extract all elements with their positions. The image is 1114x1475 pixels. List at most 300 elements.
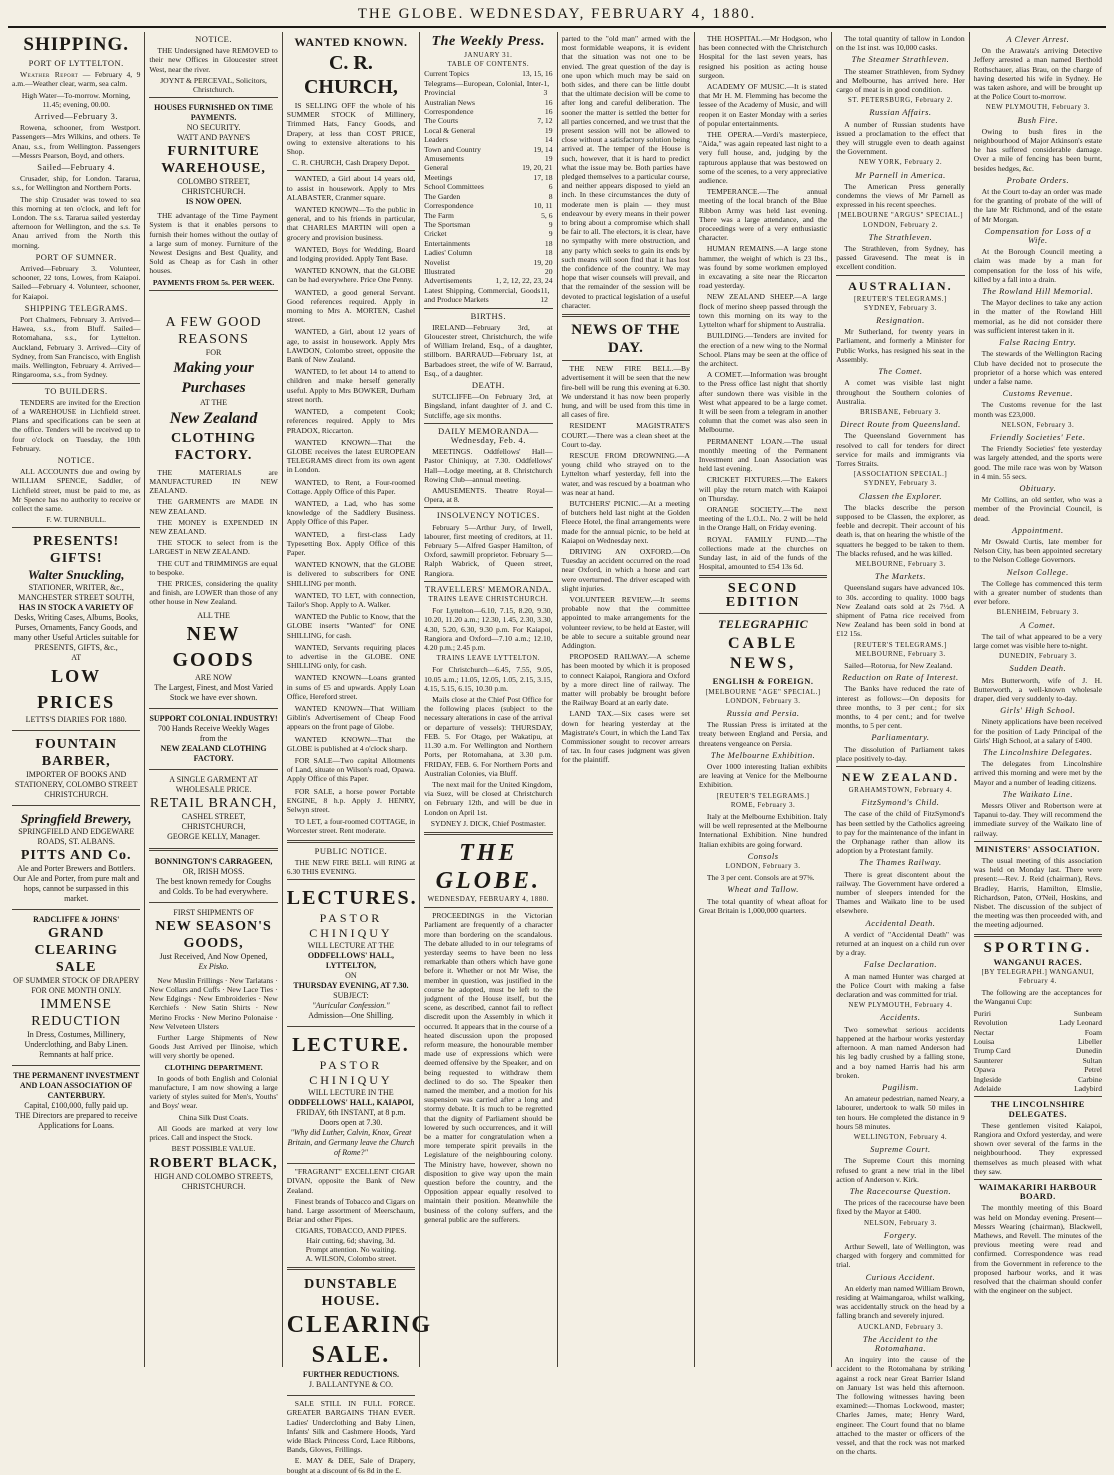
entry-left: Adelaide (973, 1083, 1002, 1093)
contents-row (424, 135, 552, 144)
reason-money: THE MONEY is EXPENDED IN NEW ZEALAND. (149, 517, 278, 537)
divider (287, 170, 415, 171)
entry-right: Libeller (1077, 1036, 1102, 1046)
nelson-college-text: The College has commenced this term with a greater number of students than ever before. (973, 578, 1102, 607)
contents-pages: 16 (544, 97, 553, 107)
contents-title: TABLE OF CONTENTS. (447, 60, 530, 69)
dunstable-ad (286, 1274, 433, 1392)
column-6 (695, 32, 832, 1367)
divider (12, 527, 140, 528)
resignation: Resignation. (876, 315, 925, 326)
probate: Probate Orders. (1006, 174, 1070, 185)
now-open: IS NOW OPEN. (185, 197, 242, 207)
best-value: BEST POSSIBLE VALUE. (171, 1144, 256, 1154)
immense-text: In Dress, Costumes, Millinery, Underclothing, and Baby Linen. Remnants at half price. (24, 1030, 128, 1060)
entry-right: Dunedin (1075, 1046, 1102, 1056)
wilson: A. WILSON, Colombo street. (305, 1254, 397, 1264)
entry-row (974, 1009, 1102, 1018)
contents-label: Australian News (424, 97, 475, 107)
acceptances: The following are the acceptances for the Wanganui Cup: (973, 988, 1102, 1007)
contents-label: The Farm (424, 210, 454, 220)
contents-label: Telegrams—European, Colonial, Inter-Provincial (424, 78, 544, 98)
contents-label: Ladies' Column (424, 248, 473, 258)
column-2 (145, 32, 282, 1367)
contents-row (424, 267, 552, 276)
divider (424, 832, 552, 835)
weather-label: Weather Report (20, 70, 79, 80)
dunedin: DUNEDIN, February 3. (998, 652, 1077, 661)
leader-cont: parted to the "old man" armed with the most formidable weapons, it is evident that the situation was not one to be envied. The great question of the day is one upon which much may be said on both sides, and there can be little doubt that the ultimate decision will be come to after long and careful deliberation. The sooner the matter is settled the better for all parties concerned, and we trust that the present session will not be allowed to close without a satisfactory solution being arrived at. The temper of the House is such, however, that it is hard to predict what the issue may be. Both parties have pledged themselves to a particular course, and neither appears disposed to yield an inch. In these circumstances the duty of moderate men is plain — they must endeavour by every means in their power to bring about a compromise which shall be fair to all. The electors, it is clear, have no sympathy with mere obstruction, and any party which seeks to gain its ends by such means will soon find that it has lost the confidence of the country. We may hope that wiser counsels will prevail, and that the remainder of the session will be devoted to practical legislation of a useful character. (561, 34, 690, 310)
snuckling-name: Walter Snuckling, (27, 567, 125, 583)
pitts-text: Ale and Porter Brewers and Bottlers. Our Ale and Porter, from pure malt and hops, cannot be surpassed in this market. (13, 864, 140, 904)
entry-row (974, 1046, 1102, 1055)
russia-persia: Russia and Persia. (726, 707, 800, 718)
accidental: Accidental Death. (865, 917, 936, 928)
italy-text: Italy at the Melbourne Exhibition. Italy will be well represented at the Melbourne International Exhibition. Nine hundred Italian exhibits are going forward. (698, 812, 828, 849)
hands: 700 Hands Receive Weekly Wages from the (157, 723, 270, 743)
factory: NEW ZEALAND CLOTHING FACTORY. (160, 743, 267, 763)
russia-text: The Russian Press is irritated at the treaty between England and Persia, and threatens vengeance on Persia. (698, 720, 828, 748)
furnishing-text: THE advantage of the Time Payment System is that it enables persons to furnish their homes without the outlay of a large sum of money. Furniture of the Newest Designs and Best Quality, and Sold as Cheap as for Cash in other houses. (149, 211, 278, 276)
reuters3: [REUTER'S TELEGRAMS.] (853, 640, 947, 649)
contents-label: Novelist (424, 257, 450, 267)
divider (12, 909, 140, 910)
wanted-item: FOR SALE, a horse power Portable ENGINE, 8 h.p. Apply J. HENRY, Selwyn street. (286, 786, 416, 815)
column-4 (420, 32, 557, 1367)
assoc: [ASSOCIATION SPECIAL.] (853, 470, 948, 479)
doors-open: Doors open at 7.30. (319, 1118, 383, 1128)
news-item: ORANGE SOCIETY.—The next meeting of the L.O.L. No. 2 will be held in the Orange Hall, on Friday evening. (698, 504, 828, 533)
travellers-heading: TRAVELLERS' MEMORANDA. (424, 583, 552, 594)
permanent-ad (12, 1069, 140, 1133)
melbourne-feb3b: MELBOURNE, February 3. (855, 649, 946, 658)
arrived-text: Rowena, schooner, from Westport. Passengers—Mrs Wilkins, and others. Te Anau, s.s., from Wellington. Passengers—Messrs Pearson, Boyd, and others. (12, 123, 141, 160)
new-goods-ad (149, 609, 277, 705)
divider (287, 1267, 415, 1270)
column-3 (283, 32, 433, 1475)
age-special: [MELBOURNE "AGE" SPECIAL.] (705, 687, 821, 696)
clothing-text: In goods of both English and Colonial manufacture, I am now showing a large variety of styles suited for Men's, Youths' and Boys' wear. (149, 1073, 278, 1111)
contents-row (424, 276, 552, 285)
telegrams-text: Port Chalmers, February 3. Arrived—Hawea, s.s., from Bluff. Sailed—Rotomahana, s.s., for Lyttelton. Auckland, February 3. Arrived—City of Sydney, from San Francisco, with English mails. Wellington, February 4. Arrived—Ringarooma, s.s., from Sydney. (12, 315, 141, 380)
mails-sign: SYDNEY J. DICK, Chief Postmaster. (430, 818, 546, 828)
mails-text: Mails close at the Chief Post Office for the following places (subject to the necessary alterations in case of the arrival or departure of vessels): THURSDAY, FEB. 5. For Otago, per Wakatipu, at 11.30 a.m. For Wellington and Northern Ports, per Rotomahana, at 3.30 p.m. FRIDAY, FEB. 6. For Northern Ports and Australian Colonies, via Bluff. (424, 695, 553, 778)
contents-row (424, 201, 552, 210)
lecture-heading: LECTURE. (292, 1034, 410, 1057)
subject-2: "Why did Luther, Calvin, Knox, Great Britain, and Germany leave the Church of Rome?" (287, 1128, 415, 1158)
reduction: Reduction on Rate of Interest. (842, 672, 959, 683)
contents-label: Local & General (424, 125, 476, 135)
divider (149, 902, 277, 903)
news-item: VOLUNTEER REVIEW.—It seems probable now that the committee appointed to make arrangements for the volunteer review, to be held at Easter, will be able to secure a suitable ground near Addington. (561, 594, 690, 650)
markets-text: Queensland sugars have advanced 10s. to 30s. according to quality. 1000 bags New Zealand oats sold at 2s 7½d. A shipment of Patna rice received from New Zealand has been sold in bond at £12 15s. (836, 583, 965, 639)
manchester: MANCHESTER STREET SOUTH, (18, 593, 135, 603)
divider (12, 1065, 140, 1066)
divider (149, 97, 277, 98)
wanted-item: WANTED the Public to Know, that the GLOBE inserts "Wanted" for ONE SHILLING, for cash. (286, 612, 416, 640)
rowland: The Rowland Hill Memorial. (982, 286, 1094, 297)
pastor-name-2: PASTOR CHINIQUY (309, 1058, 393, 1088)
ex-pisko: Ex Pisko. (198, 961, 229, 971)
racecourse: The Racecourse Question. (849, 1185, 952, 1196)
springfield-name: Springfield Brewery, (20, 811, 132, 827)
news-item: THE NEW FIRE BELL.—By advertisement it will be seen that the new fire-bell will be rung this evening at 6.30. We understand it has now been properly hung, and will be used from this time in all cases of fire. (561, 364, 690, 420)
insolvency-text: February 5—Arthur Jury, of Irwell, labourer, first meeting of creditors, at 11. February 5—Alfred Gasper Hamilton, of Oxford, sawmill proprietor. February 5—Ralph Wabrick, of Queen street, Rangiora. (424, 522, 553, 578)
column-8 (970, 32, 1106, 1367)
classen-text: The blacks describe the person supposed to be Classen, the explorer, as feeble and decrepit. Their account of his death is, that on hearing the whistle of the squatters he begged to be taken to them. The blacks refused, and he was killed. (836, 502, 965, 558)
orders: Further Large Shipments of New Goods Just Arrived per Ilinoise, which will very shortly be opened. (149, 1032, 278, 1061)
divider (287, 840, 415, 843)
entry-row (974, 1037, 1102, 1046)
entry-left: Saunterer (973, 1055, 1003, 1065)
contents-pages: 18 (544, 248, 553, 258)
ministers: MINISTERS' ASSOCIATION. (975, 843, 1100, 854)
divider (836, 766, 964, 767)
entry-left: Revolution (973, 1018, 1008, 1028)
weather-text: February 4, 9 a.m.—Weather clear, warm, sea calm. (12, 70, 141, 89)
news-item: ROYAL FAMILY FUND.—The collections made at the churches on Sunday last, in aid of the funds of the Hospital, amounted to £54 13s 6d. (698, 534, 828, 572)
all-the: ALL THE (197, 610, 230, 620)
entry-row (974, 1056, 1102, 1065)
furnishing-ad (149, 101, 277, 209)
contents-label: The Courts (424, 116, 459, 126)
lincolnshire-text: The delegates from Lincolnshire arrived this morning and were met by the Mayor and a number of leading citizens. (973, 759, 1102, 787)
contents-row (424, 211, 552, 220)
nz: NEW ZEALAND. (841, 770, 959, 785)
capital: Capital, £100,000, fully paid up. (24, 1101, 129, 1111)
leader-text: PROCEEDINGS in the Victorian Parliament are frequently of a character more than bordering on the scandalous. The debate alluded to in our telegrams of yesterday seems to have been no less remarkable than others which have gone before it. Whether or not Mr Wise, the member in question, was justified in the course he adopted, must be left to the judgment of the House itself, but the scene, as described, cannot fail to reflect discredit upon the Assembly in which it occurred. It appears that in the course of a heated discussion upon the proposed reform measure, the honourable member made use of expressions which were deemed offensive by the Speaker, and on being requested to withdraw them declined to do so. The Speaker then named the member, and a motion for his suspension was carried after a long and stormy debate. It is much to be regretted that the dignity of Parliament should be lowered by such occurrences, and it will be a matter for congratulation when a more temperate spirit prevails in the Legislature of the neighbouring colony. The Ministry have, however, shown no disposition to give way upon the main question before the country, and the Opposition appear equally resolved to maintain their position. Meanwhile the business of the colony suffers, and the general public are the sufferers. (424, 911, 553, 1224)
friendly-text: The Friendly Societies' fete yesterday was largely attended, and the sports were good. The mile race was won by Watson in 4 min. 55 secs. (973, 444, 1102, 481)
sydney-feb3: SYDNEY, February 3. (864, 303, 937, 312)
news-item: PERMANENT LOAN.—The usual monthly meeting of the Permanent Investment and Loan Association was held last evening. (698, 436, 828, 474)
steamer-text: The steamer Strathleven, from Sydney and Melbourne, has arrived here. Her cargo of meat is in good condition. (836, 66, 965, 95)
clothing-factory-ad (149, 294, 277, 466)
subject-label: SUBJECT: (333, 991, 369, 1001)
fountain-ad (12, 734, 140, 802)
news-list-2 (699, 34, 827, 571)
news-heading: NEWS OF THE DAY. (571, 322, 681, 357)
wanted-item: WANTED, a Girl, about 12 years of age, to assist in housework. Apply Mrs LAWDON, Colombo street, opposite the Bank of New Zealand. (286, 327, 416, 365)
will-lecture-2: WILL LECTURE IN THE (308, 1088, 394, 1098)
contents-label: Meetings (424, 172, 453, 182)
girls-high-text: Ninety applications have been received for the position of Lady Principal of the Girls' High School, at a salary of £400. (973, 717, 1102, 745)
wheat-text: The total quantity of wheat afloat for Great Britain is 1,000,000 quarters. (698, 896, 828, 915)
compensation-text: At the Borough Council meeting a claim was made by a man for compensation for the loss of his wife, killed by a fall into a drain. (973, 247, 1102, 284)
admission: Admission—One Shilling. (308, 1011, 394, 1021)
parliamentary: Parliamentary. (871, 732, 930, 743)
dust-coats: China Silk Dust Coats. (178, 1112, 249, 1122)
wanted-item: WANTED, a Lad, who has some knowledge of the Saddlery Business. Apply Office of this Paper. (286, 498, 416, 527)
lincoln-title: THE LINCOLNSHIRE DELEGATES. (990, 1099, 1085, 1119)
contents-row (424, 126, 552, 135)
entry-left: Opawa (973, 1065, 996, 1075)
rotomahana: The Accident to the Rotomahana. (862, 1333, 939, 1353)
probate-text: At the Court to-day an order was made for the granting of probate of the will of the late Mr Richmond, and of the estate of Mr Morgan. (973, 187, 1102, 224)
retail-ad (149, 773, 277, 844)
sale-text: SALE STILL IN FULL FORCE. GREATER BARGAINS THAN EVER. Ladies' Underclothing and Baby Linen, Infants' Silk and Cashmere Hoods, Yard wide Black Princess Cord, Lace Ribbons, Bands, Gloves, Frillings. (286, 1399, 416, 1455)
wanganui: WANGANUI RACES. (993, 956, 1083, 967)
markets: The Markets. (875, 571, 926, 582)
lincolnshire: The Lincolnshire Delegates. (983, 747, 1093, 758)
trains2-text: For Christchurch—6.45, 7.55, 9.05, 10.05 a.m.; 11.05, 12.05, 1.05, 2.15, 3.15, 4.15, 5.15, 6.15, 10.30 p.m. (424, 665, 553, 693)
appointment: Appointment. (1012, 524, 1064, 535)
contents-label: Correspondence (424, 107, 474, 117)
manager: GEORGE KELLY, Manager. (167, 831, 260, 841)
waikato-text: Messrs Oliver and Robertson were at Tapanui to-day. They will recommend the immediate survey of the Waikato line of railway. (973, 801, 1102, 838)
wanted-item: WANTED KNOWN—That William Giblin's Advertisement of Cheap Food appears on the front page of Globe. (286, 703, 416, 732)
false-text: A man named Hunter was charged at the Police Court with making a false declaration and was committed for trial. (836, 971, 965, 1000)
contents-pages: 1, 3 (543, 78, 550, 98)
fragrant-ad: "FRAGRANT" EXCELLENT CIGAR DIVAN, opposite the Bank of New Zealand. (286, 1167, 416, 1195)
presents-heading: PRESENTS! GIFTS! (33, 534, 120, 567)
contents-pages: 19, 14 (533, 144, 553, 154)
rome-feb3: ROME, February 3. (730, 800, 796, 809)
contents-row (424, 154, 552, 163)
entry-row (974, 1065, 1102, 1074)
wanted-item: WANTED, a Girl about 14 years old, to assist in housework. Apply to Mrs ALABASTER, Cranmer square. (286, 174, 416, 202)
has-stock: HAS IN STOCK A VARIETY OF (18, 603, 134, 613)
payments: PAYMENTS FROM 5s. PER WEEK. (152, 277, 275, 287)
contents-row (424, 98, 552, 107)
contents-pages: 1, 2, 12, 22, 23, 24 (495, 276, 553, 286)
presents-ad (12, 531, 140, 727)
reason-prices: THE PRICES, considering the quality and finish, are LOWER than those of any other house in New Zealand. (149, 579, 278, 607)
exhibition: The Melbourne Exhibition. (710, 749, 816, 760)
contents-pages: 9 (548, 229, 553, 239)
prompt: Prompt attention. No waiting. (305, 1244, 397, 1254)
newyork: NEW YORK, February 2. (858, 158, 943, 167)
contents-label: Correspondence (424, 201, 474, 211)
fountain-name: FOUNTAIN BARBER, (35, 737, 117, 770)
clever-text: On the Arawata's arriving Detective Jeffery arrested a man named Berthold Rothschauer, alias Brau, on the charge of having deserted his wife in Sydney. He was taken ashore, and will be brought up at the Police Court to-morrow. (973, 46, 1102, 102)
contents-row (424, 220, 552, 229)
will-lecture: WILL LECTURE AT THE (307, 941, 395, 951)
ministers-text: The usual meeting of this association was held on Monday last. There were present:—Rev. J. Reid (chairman), Revs. Bradley, Harris, Hamilton, Elmslie, Richardson, Paton, O'Neil, Hoskins, and Nisbet. The discussion of the subject of the meeting was then proceeded with, and the meeting adjourned. (973, 856, 1102, 930)
accidents: Accidents. (880, 1012, 921, 1023)
divider (287, 1395, 415, 1396)
contents-label: Leaders (424, 135, 449, 145)
single-garment: A SINGLE GARMENT AT WHOLESALE PRICE. (169, 774, 258, 794)
false-racing-text: The stewards of the Wellington Racing Club have decided not to prosecute the proprietor of a horse which was entered under a false name. (973, 349, 1102, 386)
summer-stock: OF SUMMER STOCK OF DRAPERY FOR ONE MONTH ONLY. (13, 976, 140, 996)
globe-date: WEDNESDAY, FEBRUARY 4, 1880. (427, 894, 550, 903)
parliamentary-text: The dissolution of Parliament takes place positively to-day. (836, 744, 965, 763)
church-text: IS SELLING OFF the whole of his SUMMER STOCK of Millinery, Trimmed Hats, Fancy Goods, and Drapery, at less than COST PRICE, owing to extensive alterations to his Shop. (286, 101, 416, 157)
divider (12, 730, 140, 731)
accidental-text: A verdict of "Accidental Death" was returned at an inquest on a child run over by a dray. (836, 929, 965, 958)
contents-pages: 10, 11 (533, 201, 553, 211)
rotomahana-text: An inquiry into the cause of the accident to the Rotomahana by striking against a rock near Great Barrier Island on January 1st was held this afternoon. The following witnesses having been examined:—Thomas Lockwood, master; Charles James, mate; Henry Ward, engineer. The Court found that no blame attached to the master or officers of the vessel, and that the rock was not marked on the charts. (836, 1355, 965, 1457)
clothing-factory: CLOTHING FACTORY. (171, 430, 257, 463)
column-7 (832, 32, 969, 1457)
pastor-name: PASTOR CHINIQUY (309, 911, 393, 941)
wanted-list (287, 174, 415, 835)
ballantyne: J. BALLANTYNE & CO. (308, 1380, 394, 1390)
clothing-dept: CLOTHING DEPARTMENT. (164, 1062, 263, 1072)
graham: GRAHAMSTOWN, February 4. (848, 786, 953, 795)
column-1 (8, 32, 145, 1367)
wanted-item: WANTED KNOWN—That the GLOBE is published at 4 o'clock sharp. (286, 734, 416, 753)
divider (974, 1179, 1102, 1180)
notice-sign: F. W. TURNBULL. (46, 515, 107, 525)
cable-news: CABLE NEWS, (728, 635, 799, 673)
contents-row (424, 116, 552, 125)
radcliffe-ad (12, 913, 140, 1062)
shipping-heading: SHIPPING. (23, 34, 129, 55)
divider (149, 290, 277, 291)
contents-label: Illustrated (424, 266, 455, 276)
direct-route: Direct Route from Queensland. (840, 419, 961, 430)
supreme-text: The Supreme Court this morning refused to grant a new trial in the libel action of Anderson v. Kirk. (836, 1156, 965, 1184)
wanted-item: WANTED KNOWN—That the GLOBE receives the latest EUROPEAN TELEGRAMS direct from its own agent in London. (286, 437, 416, 475)
mails2-text: The next mail for the United Kingdom, via Suez, will be closed at Christchurch on February 12th, and will be due in London on April 1st. (424, 779, 553, 817)
news-item: RESCUE FROM DROWNING.—A young child who strayed on to the Lyttelton wharf yesterday, fell into the water, and was rescued by a boatman who was near at hand. (561, 450, 690, 497)
entry-row (974, 1018, 1102, 1027)
waimakariri-text: The monthly meeting of this Board was held on Monday evening. Present—Messrs Wearing (chairman), Blackwell, Mathews, and Revell. The minutes of the previous meeting were read and confirmed. Correspondence was read from the Government in reference to the proposed harbour works, and it was resolved that the chairman should confer with the engineer on the subject. (973, 1203, 1102, 1296)
wanted-item: WANTED, a competent Cook; references required. Apply to Mrs PRADOX, Riccarton. (286, 407, 416, 435)
wanted-item: WANTED KNOWN—Loans granted in sums of £5 and upwards. Apply Loan Office, Hereford street. (286, 673, 416, 701)
contents-row (424, 192, 552, 201)
summer-text: Arrived—February 3. Volunteer, schooner, 22 tons, Lowes, from Kaiapoi. Sailed—February 4. Volunteer, schooner, for Kaiapoi. (12, 264, 141, 301)
columns (8, 32, 1106, 1475)
contents-pages: 17, 18 (533, 172, 553, 182)
welly-feb4: WELLINGTON, February 4. (853, 1132, 948, 1141)
contents-pages: 5, 6 (541, 210, 553, 220)
news-item: TEMPERANCE.—The annual meeting of the local branch of the Blue Ribbon Army was held last evening. There was a large attendance, and the proceedings were of a very enthusiastic character. (698, 187, 828, 243)
contents-label: The Garden (424, 191, 461, 201)
second-edition: SECOND EDITION (725, 581, 801, 611)
reason-stock: THE STOCK to select from is the LARGEST in NEW ZEALAND. (149, 538, 278, 557)
lecture-ad-1 (286, 883, 418, 1023)
notice-text: THE Undersigned have REMOVED to their new Offices in Gloucester street West, near the river. (149, 46, 278, 74)
contents-label: Entertainments (424, 238, 471, 248)
london-feb2: LONDON, February 2. (863, 220, 938, 229)
np-feb4: NEW PLYMOUTH, February 4. (848, 1001, 953, 1010)
a-comet-text: The tail of what appeared to be a very large comet was visible here to-night. (973, 631, 1102, 650)
nelson-feb3b: NELSON, February 3. (1001, 420, 1075, 429)
comet-text: A comet was visible last night throughout the Southern colonies of Australia. (836, 378, 965, 406)
divider (12, 383, 140, 384)
entry-right: Sunbeam (1073, 1008, 1102, 1018)
parnell-text: The American Press generally condemns the views of Mr Parnell as expressed in his recent speeches. (836, 181, 965, 210)
friday: FRIDAY, 6th INSTANT, at 8 p.m. (296, 1108, 406, 1118)
false-racing: False Racing Entry. (999, 337, 1077, 348)
sailed-heading: Sailed—February 4. (37, 162, 116, 173)
fire-bell: THE NEW FIRE BELL will RING at 6.30 THIS EVENING. (286, 857, 416, 877)
notice-heading: NOTICE. (57, 454, 95, 465)
forgery: Forgery. (883, 1229, 918, 1240)
wanted-item: WANTED, a good general Servant. Good references required. Apply in morning to Mrs A. MORTEN, Cashel street. (286, 287, 416, 325)
support: SUPPORT COLONIAL INDUSTRY! (149, 713, 278, 723)
contents-list (424, 69, 552, 304)
wanted-item: WANTED KNOWN, that the GLOBE is delivered to subscribers for ONE SHILLING per month. (286, 560, 416, 588)
high-water: High Water—To-morrow. Morning, 11.45; evening, 00.00. (21, 90, 131, 109)
new-seasons: NEW SEASON'S GOODS, (155, 918, 272, 951)
np-feb3: NEW PLYMOUTH, February 3. (985, 103, 1090, 112)
oddfellows-hall: ODDFELLOWS' HALL, LYTTELTON, (307, 951, 395, 971)
divider (974, 841, 1102, 842)
reasons: A FEW GOOD REASONS (165, 314, 262, 347)
news-item: HUMAN REMAINS.—A large stone hammer, the weight of which is 23 lbs., was found by some workmen employed in excavating a site near the Riccarton road yesterday. (698, 244, 828, 291)
russian-affairs: Russian Affairs. (869, 107, 932, 118)
news-item: THE OPERA.—Verdi's masterpiece, "Aida," was again repeated last night to a very full house, and, judging by the rapturous applause that was bestowed on some of the scenes, to a very appreciative audience. (698, 130, 828, 186)
bonnington-ad (149, 855, 277, 899)
entry-left: Puriri (973, 1008, 991, 1018)
divider (424, 308, 552, 309)
news-item: A COMET.—Information was brought to the Press office last night that shortly after sundown there was visible in the West what appeared to be a large comet. It will be seen from a telegram in another column that the comet was also seen in Melbourne. (698, 370, 828, 435)
entry-right: Lady Leonard (1059, 1018, 1102, 1028)
at: AT (71, 653, 82, 663)
contents-row (424, 239, 552, 248)
contents-pages: 13, 15, 16 (522, 69, 553, 79)
notice-heading: NOTICE. (195, 34, 232, 44)
supreme: Supreme Court. (870, 1144, 931, 1155)
globe-title: THE GLOBE. (435, 839, 541, 894)
entry-left: Ingleside (973, 1074, 1002, 1084)
making-purchases: Making your Purchases (173, 359, 254, 396)
entries-list (974, 1009, 1102, 1094)
contents-label: School Committees (424, 182, 484, 192)
divider (424, 423, 552, 424)
largest: The Largest, Finest, and Most Varied Stock we have ever shown. (154, 682, 273, 702)
contents-row (424, 145, 552, 154)
has-stock-text: Desks, Writing Cases, Albums, Books, Purses, Ornaments, Fancy Goods, and many other Useful Articles suitable for (13, 613, 139, 643)
reduction-text: The Banks have reduced the rate of interest as follows:—On deposits for three months, to 3 per cent.; for six months, to 4 per cent.; and for twelve months, to 5 per cent. (836, 684, 965, 731)
amusements: AMUSEMENTS. Theatre Royal—Opera, at 8. (424, 486, 553, 505)
notice-text: ALL ACCOUNTS due and owing by WILLIAM SPENCE, Saddler, of Lichfield street, must be paid to me, as Mr Spence has no authority to receive or collect the same. (12, 467, 141, 513)
hair-cutting: Hair cutting, 6d; shaving, 3d. (306, 1235, 396, 1245)
wheat: Wheat and Tallow. (727, 884, 799, 895)
sailed: Sailed—Rotorua, for New Zealand. (844, 660, 953, 670)
robert-black: ROBERT BLACK, (149, 1156, 278, 1172)
contents-row (424, 286, 552, 305)
contents-pages: 8 (548, 191, 553, 201)
public-notice: PUBLIC NOTICE. (314, 845, 388, 856)
wanted-item: WANTED, to Rent, a Four-roomed Cottage. Apply Office of this Paper. (286, 477, 416, 496)
contents-row (424, 173, 552, 182)
warehouse: FURNITURE WAREHOUSE, (161, 144, 266, 177)
friendly: Friendly Societies' Fete. (990, 431, 1086, 442)
clever-arrest: A Clever Arrest. (1006, 34, 1070, 44)
news-item: BUTCHERS' PICNIC.—At a meeting of butchers held last night at the Golden Fleece Hotel, the final arrangements were made for the annual picnic, to be held at Kaiapoi on Wednesday next. (561, 498, 690, 545)
consols-text: The 3 per cent. Consols are at 97⅝. (706, 873, 815, 883)
nelson-college: Nelson College. (1006, 566, 1069, 577)
contents-row (424, 258, 552, 267)
divider (699, 613, 827, 614)
daily-heading: DAILY MEMORANDA—Wednesday, Feb. 4. (438, 425, 539, 445)
blenheim: BLENHEIM, February 3. (996, 608, 1080, 617)
wanted-item: TO LET, a four-roomed COTTAGE, in Worcester street. Rent moderate. (286, 817, 416, 836)
news-item: DRIVING AN OXFORD.—On Tuesday an accident occurred on the road near Oxford, in which a horse and cart were overturned. The driver escaped with slight injuries. (561, 546, 690, 593)
thursday: THURSDAY EVENING, AT 7.30. (293, 981, 409, 991)
steamer: The Steamer Strathleven. (851, 54, 950, 65)
contents-label: Town and Country (424, 144, 481, 154)
death-heading: DEATH. (471, 379, 505, 390)
wanted-known-heading: WANTED KNOWN. (294, 35, 408, 49)
just-received: Just Received, And Now Opened, (159, 951, 268, 961)
top-text: The total quantity of tallow in London on the 1st inst. was 10,000 casks. (836, 34, 965, 53)
cigars: CIGARS, TOBACCO, AND PIPES. (295, 1226, 407, 1236)
london-feb3b: LONDON, February 3. (725, 862, 801, 871)
nelson-feb3: NELSON, February 3. (863, 1218, 937, 1227)
entry-right: Carbine (1077, 1074, 1102, 1084)
news-item: CRICKET FIXTURES.—The Eakers will play the return match with Kaiapoi on Thursday. (698, 475, 828, 503)
divider (287, 1026, 415, 1027)
black-addr: HIGH AND COLOMBO STREETS, CHRISTCHURCH. (154, 1172, 273, 1192)
builders-heading: TO BUILDERS. (44, 385, 108, 396)
on: ON (345, 971, 357, 981)
accidents-text: Two somewhat serious accidents happened at the harbour works yesterday afternoon. A man named Anderson had his leg badly crushed by a falling stone, and a boy named Harris had his arm broken. (836, 1024, 965, 1080)
